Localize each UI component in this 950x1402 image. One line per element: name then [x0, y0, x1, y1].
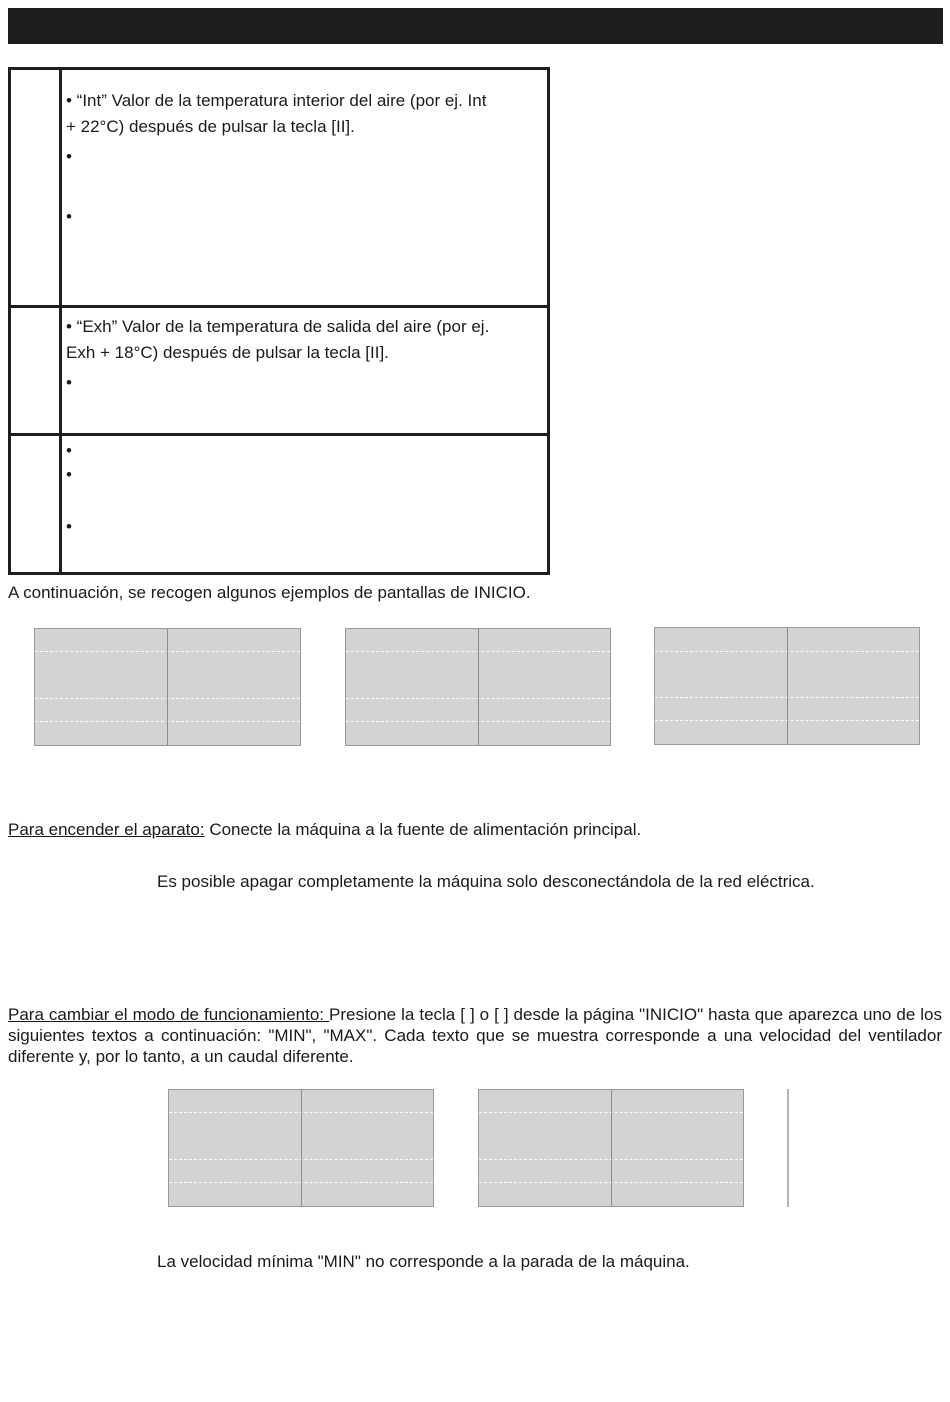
table-row	[11, 70, 547, 308]
bullet-line: Exh + 18°C) después de pulsar la tecla [II].	[66, 343, 389, 362]
header-bar	[8, 8, 943, 44]
power-off-note: Es posible apagar completamente la máquina solo desconectándola de la red eléctrica.	[157, 872, 815, 891]
bullet-line: • “Exh” Valor de la temperatura de salida del aire (por ej.	[66, 317, 490, 336]
screen-divider	[611, 1090, 612, 1206]
min-speed-note: La velocidad mínima "MIN" no corresponde a la parada de la máquina.	[157, 1252, 690, 1271]
bullet-line: •	[66, 441, 72, 460]
screen-divider	[787, 628, 788, 744]
info-table	[8, 67, 550, 575]
power-on-label: Para encender el aparato:	[8, 820, 205, 839]
bullet-line: •	[66, 465, 72, 484]
bullet-line: •	[66, 207, 72, 226]
table-row-left-cell	[11, 70, 62, 305]
screen-divider	[301, 1090, 302, 1206]
display-screen-example	[168, 1089, 434, 1207]
table-row	[11, 308, 547, 436]
mode-change-text: Presione la tecla [ ] o [ ] desde la página "INICIO" hasta que aparezca uno de los siguientes textos a continuación: "MIN", "MAX". Cada texto que se muestra corresponde a una velocidad del ventilador diferente y, por lo tanto, a un caudal diferente.	[8, 1005, 942, 1066]
bullet-line: •	[66, 147, 72, 166]
power-on-paragraph	[8, 819, 641, 841]
table-row-content	[64, 436, 547, 572]
mode-change-label: Para cambiar el modo de funcionamiento:	[8, 1005, 330, 1024]
table-row-left-cell	[11, 308, 62, 433]
list-item	[66, 514, 547, 540]
power-on-text: Conecte la máquina a la fuente de alimentación principal.	[204, 820, 642, 839]
bullet-line: •	[66, 373, 72, 392]
bullet-line: + 22°C) después de pulsar la tecla [II].	[66, 117, 355, 136]
list-item	[66, 462, 547, 488]
screen-divider	[167, 629, 168, 745]
display-screen-example	[654, 627, 920, 745]
list-item	[66, 370, 547, 396]
table-row-left-cell	[11, 436, 62, 572]
screen-divider	[478, 629, 479, 745]
display-screen-example	[34, 628, 301, 746]
display-screen-edge	[787, 1089, 789, 1207]
display-screen-example	[478, 1089, 744, 1207]
list-item	[66, 314, 547, 366]
list-item	[66, 88, 547, 140]
mode-change-paragraph	[8, 1004, 942, 1067]
bullet-line: •	[66, 517, 72, 536]
table-row	[11, 436, 547, 572]
table-row-content	[64, 308, 547, 433]
list-item	[66, 438, 547, 464]
display-screen-example	[345, 628, 611, 746]
bullet-line: • “Int” Valor de la temperatura interior del aire (por ej. Int	[66, 91, 487, 110]
intro-examples-text: A continuación, se recogen algunos ejemplos de pantallas de INICIO.	[8, 583, 531, 602]
list-item	[66, 204, 547, 230]
list-item	[66, 144, 547, 170]
table-row-content	[64, 70, 547, 305]
